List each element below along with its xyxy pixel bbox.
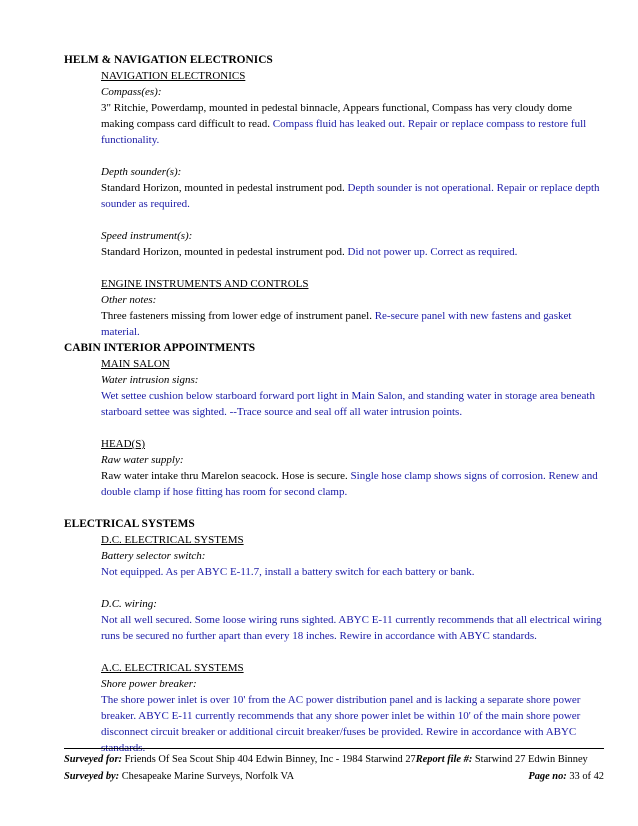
item-label: Depth sounder(s): bbox=[101, 166, 182, 178]
surveyed-for-label: Surveyed for: bbox=[64, 754, 123, 765]
footer-divider bbox=[64, 748, 604, 749]
item-label: Battery selector switch: bbox=[101, 550, 206, 562]
subsection-main-salon bbox=[64, 356, 604, 420]
item-label: Other notes: bbox=[101, 294, 157, 306]
item-label: Water intrusion signs: bbox=[101, 374, 199, 386]
subsection-title: D.C. ELECTRICAL SYSTEMS bbox=[101, 534, 244, 546]
item-label: D.C. wiring: bbox=[101, 598, 157, 610]
surveyed-by-value: Chesapeake Marine Surveys, Norfolk VA bbox=[121, 771, 295, 782]
finding-text: Raw water intake thru Marelon seacock. Hose is secure. bbox=[101, 470, 351, 482]
item-text bbox=[101, 308, 604, 340]
subsection-navigation-electronics bbox=[64, 68, 604, 260]
item-label: Speed instrument(s): bbox=[101, 230, 193, 242]
item-text bbox=[101, 180, 604, 212]
surveyed-for-value: Friends Of Sea Scout Ship 404 Edwin Binney, Inc - 1984 Starwind 27 bbox=[124, 754, 416, 765]
report-body bbox=[64, 52, 604, 756]
subsection-dc-electrical bbox=[64, 532, 604, 644]
item-depth-sounder bbox=[101, 164, 604, 212]
item-shore-power-breaker bbox=[101, 676, 604, 756]
recommendation-text: Single hose clamp shows signs of corrosion. Renew and double clamp if hose fitting has room for second clamp. bbox=[101, 470, 598, 498]
section-title: CABIN INTERIOR APPOINTMENTS bbox=[64, 342, 256, 354]
page-footer bbox=[64, 748, 604, 785]
section-helm-navigation bbox=[64, 52, 604, 340]
finding-text: Standard Horizon, mounted in pedestal instrument pod. bbox=[101, 182, 348, 194]
subsection-title: ENGINE INSTRUMENTS AND CONTROLS bbox=[101, 278, 309, 290]
recommendation-text: Compass fluid has leaked out. Repair or replace compass to restore full functionality. bbox=[101, 118, 587, 146]
subsection-title: MAIN SALON bbox=[101, 358, 170, 370]
report-file-label: Report file #: bbox=[415, 754, 473, 765]
item-text bbox=[101, 244, 604, 260]
item-text bbox=[101, 692, 604, 756]
item-text bbox=[101, 468, 604, 500]
item-text bbox=[101, 100, 604, 148]
section-cabin-interior bbox=[64, 340, 604, 500]
subsection-title: NAVIGATION ELECTRONICS bbox=[101, 70, 246, 82]
finding-text: Standard Horizon, mounted in pedestal instrument pod. bbox=[101, 246, 348, 258]
section-title: ELECTRICAL SYSTEMS bbox=[64, 518, 195, 530]
finding-text: Three fasteners missing from lower edge of instrument panel. bbox=[101, 310, 375, 322]
item-speed-instrument bbox=[101, 228, 604, 260]
section-title: HELM & NAVIGATION ELECTRONICS bbox=[64, 54, 273, 66]
item-battery-selector bbox=[101, 548, 604, 580]
recommendation-text: Depth sounder is not operational. Repair or replace depth sounder as required. bbox=[101, 182, 600, 210]
report-file-value: Starwind 27 Edwin Binney bbox=[474, 754, 588, 765]
finding-text: 3" Ritchie, Powerdamp, mounted in pedestal binnacle, Appears functional, Compass has very cloudy dome making compass card difficult to read. bbox=[101, 102, 572, 130]
item-compass bbox=[101, 84, 604, 148]
recommendation-text: The shore power inlet is over 10' from the AC power distribution panel and is lacking a separate shore power breaker. ABYC E-11 currently recommends that any shore power inlet be within 10' of the main shore power disconnect circuit breaker or additional circuit breaker/fuses be provided. Rewire in accordance with ABYC standards. bbox=[101, 694, 581, 754]
item-text bbox=[101, 388, 604, 420]
subsection-title: HEAD(S) bbox=[101, 438, 145, 450]
item-label: Compass(es): bbox=[101, 86, 162, 98]
recommendation-text: Not all well secured. Some loose wiring runs sighted. ABYC E-11 currently recommends that all electrical wiring runs be secured no further apart than every 18 inches. Rewire in accordance with ABYC standards. bbox=[101, 614, 602, 642]
subsection-heads bbox=[64, 436, 604, 500]
subsection-engine-instruments bbox=[64, 276, 604, 340]
item-label: Shore power breaker: bbox=[101, 678, 197, 690]
item-water-intrusion bbox=[101, 372, 604, 420]
footer-line-2 bbox=[64, 768, 604, 785]
item-raw-water-supply bbox=[101, 452, 604, 500]
page-number-label: Page no: bbox=[528, 771, 567, 782]
subsection-ac-electrical bbox=[64, 660, 604, 756]
item-text bbox=[101, 564, 604, 580]
recommendation-text: Not equipped. As per ABYC E-11.7, install a battery switch for each battery or bank. bbox=[101, 566, 475, 578]
item-dc-wiring bbox=[101, 596, 604, 644]
item-label: Raw water supply: bbox=[101, 454, 184, 466]
subsection-title: A.C. ELECTRICAL SYSTEMS bbox=[101, 662, 244, 674]
recommendation-text: Re-secure panel with new fastens and gasket material. bbox=[101, 310, 572, 338]
item-other-notes bbox=[101, 292, 604, 340]
recommendation-text: Did not power up. Correct as required. bbox=[347, 246, 518, 258]
page-number-value: 33 of 42 bbox=[569, 771, 604, 782]
recommendation-text: Wet settee cushion below starboard forward port light in Main Salon, and standing water in storage area beneath starboard settee was sighted. --Trace source and seal off all water intrusion points. bbox=[101, 390, 595, 418]
item-text bbox=[101, 612, 604, 644]
surveyed-by-label: Surveyed by: bbox=[64, 771, 120, 782]
section-electrical-systems bbox=[64, 516, 604, 756]
footer-line-1 bbox=[64, 751, 604, 768]
